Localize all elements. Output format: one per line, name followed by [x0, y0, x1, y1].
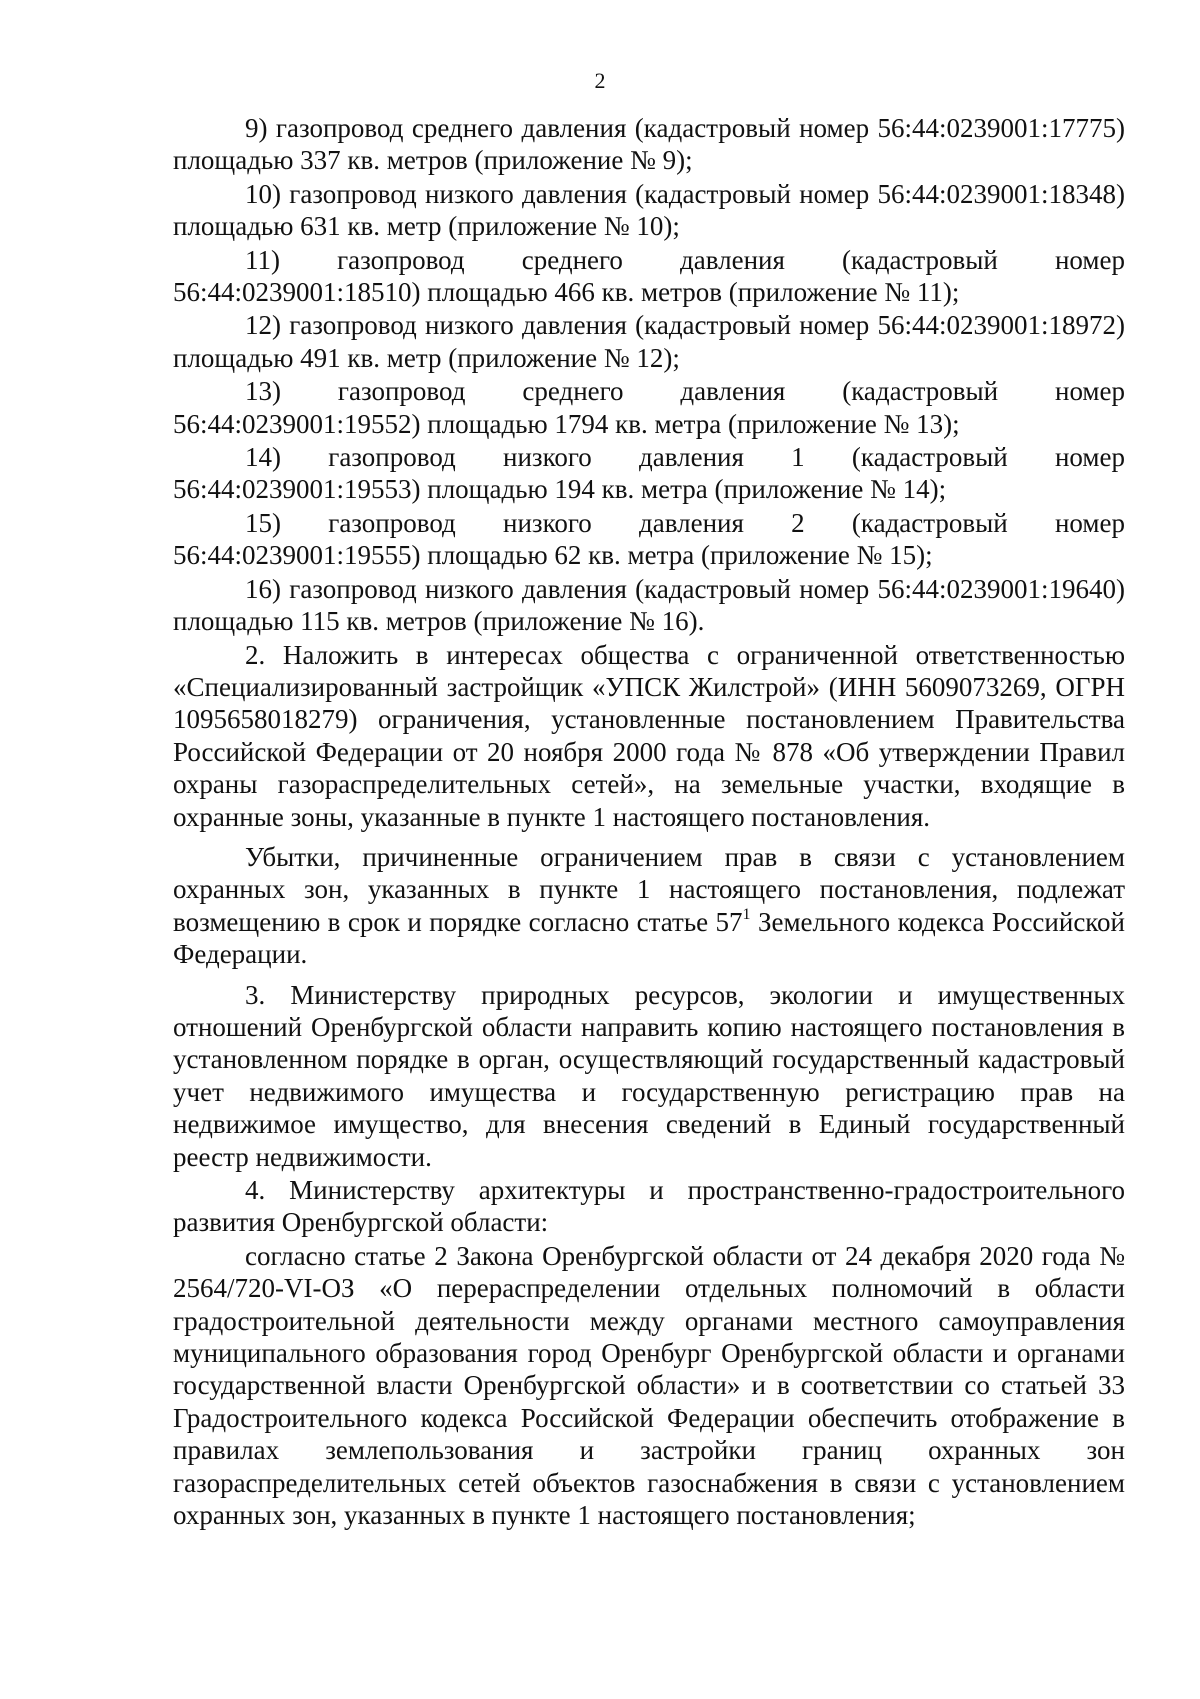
list-item-text: площадью 631 кв. метр (приложение № 10);: [173, 211, 680, 242]
list-item-text: площадью 337 кв. метров (приложение № 9);: [173, 145, 693, 176]
list-item-text: площадью 466 кв. метров (приложение № 11);: [427, 277, 960, 308]
list-item-text: 11) газопровод среднего давления (кадастровый номер 56:44:0239001:18510): [173, 244, 1125, 308]
page-number: 2: [594, 68, 606, 93]
list-item-text: 15) газопровод низкого давления 2 (кадастровый номер 56:44:0239001:19555): [173, 507, 1125, 571]
list-item-text: 14) газопровод низкого давления 1 (кадастровый номер 56:44:0239001:19553): [173, 442, 1125, 505]
list-item: [173, 309, 1125, 374]
list-item: [173, 573, 1125, 638]
list-item-text: 10) газопровод низкого давления (кадастровый номер 56:44:0239001:18348): [245, 178, 1125, 209]
list-item-text: площадью 62 кв. метра (приложение № 15);: [427, 540, 933, 571]
paragraph-losses-text: Убытки, причиненные ограничением прав в связи с установлением охранных зон, указанных в пункте 1 настоящего постановления, подлежат возмещению в срок и порядке согласно статье 57: [173, 841, 1125, 937]
list-item: [173, 507, 1125, 572]
paragraph-2: 2. Наложить в интересах общества с ограниченной ответственностью «Специализированный застройщик «УПСК Жилстрой» (ИНН 5609073269, ОГРН 1095658018279) ограничения, установленные постановлением Правительства Российской Федерации от 20 ноября 2000 года № 878 «Об утверждении Правил охраны газораспределительных сетей», на земельные участки, входящие в охранные зоны, указанные в пункте 1 настоящего постановления.: [173, 639, 1125, 832]
list-item: [173, 112, 1125, 177]
paragraph-losses: [173, 841, 1125, 971]
paragraph-3: 3. Министерству природных ресурсов, экологии и имущественных отношений Оренбургской области направить копию настоящего постановления в установленном порядке в орган, осуществляющий государственный кадастровый учет недвижимого имущества и государственную регистрацию прав на недвижимое имущество, для внесения сведений в Единый государственный реестр недвижимости.: [173, 979, 1125, 1172]
list-item-text: 16) газопровод низкого давления (кадастровый номер 56:44:0239001:19640): [245, 573, 1125, 604]
list-item-text: площадью 194 кв. метра (приложение № 14);: [427, 474, 947, 505]
paragraph-4: 4. Министерству архитектуры и пространственно-градостроительного развития Оренбургской области:: [173, 1175, 1125, 1238]
list-item-text: 9) газопровод среднего давления (кадастровый номер 56:44:0239001:17775): [245, 113, 1125, 143]
document-body: [173, 112, 1125, 1531]
list-item: [173, 441, 1125, 506]
article-superscript: 1: [742, 905, 751, 923]
list-item: [173, 178, 1125, 243]
list-item-text: 13) газопровод среднего давления (кадастровый номер 56:44:0239001:19552): [173, 376, 1125, 439]
paragraph-4-subitem: согласно статье 2 Закона Оренбургской области от 24 декабря 2020 года № 2564/720-VI-ОЗ «О перераспределении отдельных полномочий в области градостроительной деятельности между органами местного самоуправления муниципального образования город Оренбург Оренбургской области и органами государственной власти Оренбургской области» и в соответствии со статьей 33 Градостроительного кодекса Российской Федерации обеспечить отображение в правилах землепользования и застройки границ охранных зон газораспределительных сетей объектов газоснабжения в связи с установлением охранных зон, указанных в пункте 1 настоящего постановления;: [173, 1240, 1125, 1531]
paragraph-losses-text-end: Земельного кодекса Российской Федерации.: [173, 906, 1125, 970]
list-item: [173, 244, 1125, 309]
list-item-text: 12) газопровод низкого давления (кадастровый номер 56:44:0239001:18972): [245, 310, 1125, 341]
list-item-text: площадью 491 кв. метр (приложение № 12);: [173, 342, 680, 373]
list-item-text: площадью 115 кв. метров (приложение № 16).: [173, 606, 705, 637]
list-item: [173, 375, 1125, 440]
list-item-text: площадью 1794 кв. метра (приложение № 13);: [427, 408, 960, 439]
